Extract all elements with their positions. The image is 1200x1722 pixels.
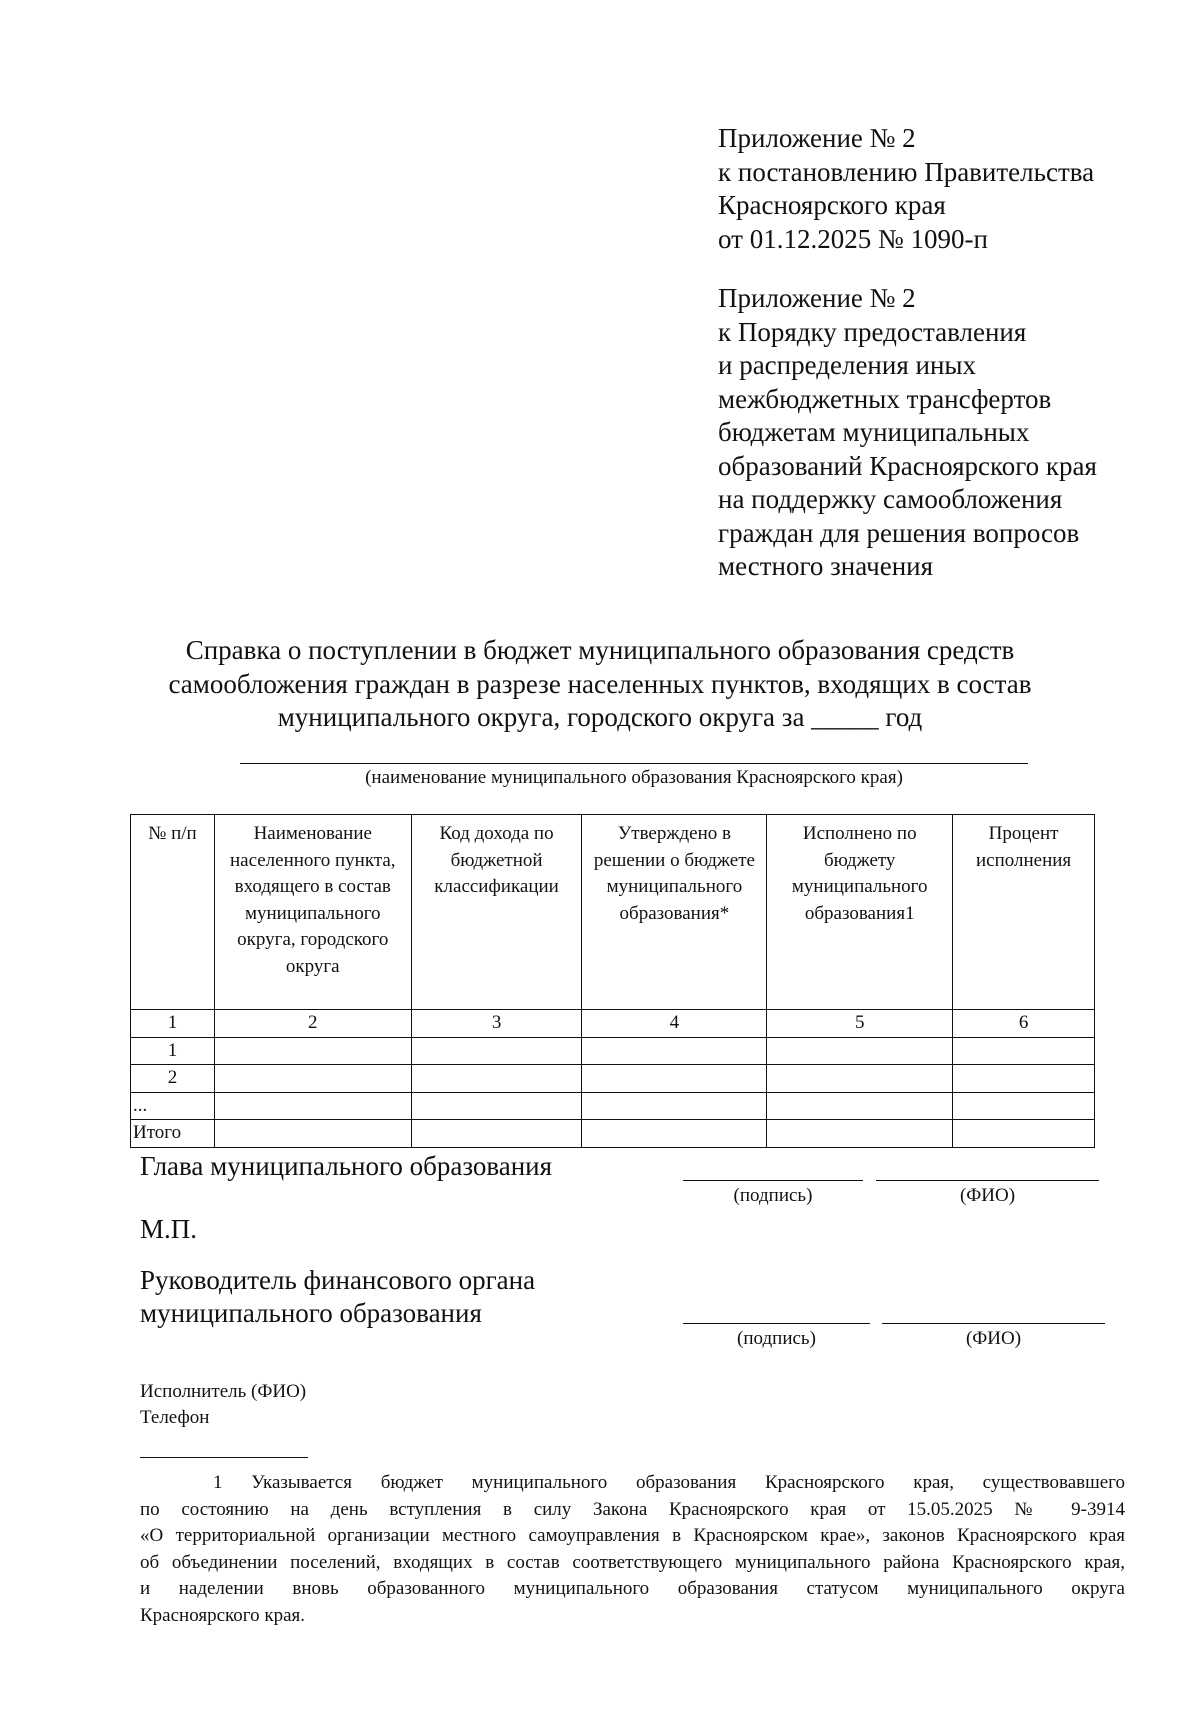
table-header-row [131, 815, 1095, 1010]
table-cell [767, 1120, 953, 1148]
column-number: 4 [582, 1010, 767, 1038]
table-row [131, 1065, 1095, 1093]
head-name-caption: (ФИО) [959, 1185, 1016, 1206]
appendix-line: местного значения [718, 551, 934, 581]
table-row [131, 1092, 1095, 1120]
row-number-cell: 2 [131, 1065, 215, 1093]
table-cell [411, 1037, 582, 1065]
title-line: муниципального округа, городского округа за _____ год [277, 702, 923, 732]
col-header-percent: Процент исполнения [953, 815, 1095, 1010]
head-signature-label: Глава муниципального образования [140, 1151, 553, 1181]
appendix-line: образований Красноярского края [718, 450, 1097, 481]
column-number: 5 [767, 1010, 953, 1038]
appendix-line: Красноярского края [718, 190, 946, 220]
table-cell [411, 1092, 582, 1120]
head-signature-line [683, 1180, 863, 1181]
appendix-line: к Порядку предоставления [718, 316, 1027, 347]
table-cell [582, 1092, 767, 1120]
table-cell [582, 1065, 767, 1093]
income-table [130, 814, 1095, 1148]
footnote-separator [140, 1457, 308, 1458]
column-number: 3 [411, 1010, 582, 1038]
footnote-line: по состоянию на день вступления в силу Закона Красноярского края от 15.05.2025 № 9-3914 [140, 1498, 1125, 1520]
head-name-line [876, 1180, 1099, 1181]
table-cell [214, 1120, 411, 1148]
table-cell [767, 1092, 953, 1120]
table-cell [214, 1092, 411, 1120]
head-signature-caption: (подпись) [733, 1185, 813, 1206]
finance-head-label-line2: муниципального образования [140, 1298, 482, 1328]
footnote-line: об объединении поселений, входящих в состав соответствующего муниципального района Красноярского края, [140, 1551, 1125, 1573]
table-cell [767, 1065, 953, 1093]
table-cell [953, 1092, 1095, 1120]
appendix-block-procedure [718, 282, 1097, 584]
executor-label: Исполнитель (ФИО) [140, 1381, 307, 1402]
footnote-line: «О территориальной организации местного самоуправления в Красноярском крае», законов Красноярского края [140, 1525, 1125, 1546]
appendix-block-government [718, 122, 1094, 256]
footnote-line: Красноярского края. [140, 1604, 306, 1626]
footnote-line: 1 Указывается бюджет муниципального образования Красноярского края, существовавшего [213, 1472, 1125, 1493]
phone-label: Телефон [140, 1407, 210, 1428]
finance-signature-caption: (подпись) [737, 1328, 816, 1349]
table-cell [953, 1037, 1095, 1065]
table-cell [953, 1065, 1095, 1093]
title-line: самообложения граждан в разрезе населенных пунктов, входящих в состав [168, 668, 1032, 699]
municipality-name-caption: (наименование муниципального образования Красноярского края) [365, 767, 903, 788]
col-header-settlement-name: Наименование населенного пункта, входящего в состав муниципального округа, городского округа [214, 815, 411, 1010]
row-number-cell: ... [131, 1092, 215, 1120]
table-cell [582, 1037, 767, 1065]
appendix-line: от 01.12.2025 № 1090-п [718, 223, 988, 254]
table-cell [214, 1065, 411, 1093]
col-header-approved: Утверждено в решении о бюджете муниципального образования* [582, 815, 767, 1010]
table-cell [767, 1037, 953, 1065]
col-header-executed: Исполнено по бюджету муниципального образования1 [767, 815, 953, 1010]
appendix-line: Приложение № 2 [718, 283, 916, 313]
finance-name-line [882, 1323, 1105, 1324]
table-row [131, 1037, 1095, 1065]
appendix-line: Приложение № 2 [718, 123, 916, 153]
table-cell [411, 1065, 582, 1093]
table-cell [214, 1037, 411, 1065]
appendix-line: бюджетам муниципальных [718, 417, 1030, 447]
appendix-line: к постановлению Правительства [718, 156, 1095, 187]
total-label-cell: Итого [131, 1120, 215, 1148]
table-cell [953, 1120, 1095, 1148]
table-cell [411, 1120, 582, 1148]
table-total-row [131, 1120, 1095, 1148]
finance-head-label-line1: Руководитель финансового органа [140, 1265, 536, 1295]
appendix-line: и распределения иных [718, 350, 977, 380]
col-header-income-code: Код дохода по бюджетной классификации [411, 815, 582, 1010]
column-number: 6 [953, 1010, 1095, 1038]
title-line: Справка о поступлении в бюджет муниципального образования средств [185, 635, 1015, 665]
finance-name-caption: (ФИО) [965, 1328, 1022, 1349]
seal-place-label: М.П. [140, 1214, 198, 1244]
table-column-number-row [131, 1010, 1095, 1038]
appendix-line: межбюджетных трансфертов [718, 383, 1052, 414]
row-number-cell: 1 [131, 1037, 215, 1065]
column-number: 1 [131, 1010, 215, 1038]
document-title [100, 634, 1100, 735]
municipality-name-blank-line [240, 763, 1028, 764]
column-number: 2 [214, 1010, 411, 1038]
col-header-number: № п/п [131, 815, 215, 1010]
footnote [140, 1470, 1125, 1629]
appendix-line: на поддержку самообложения [718, 484, 1063, 514]
table-cell [582, 1120, 767, 1148]
appendix-line: граждан для решения вопросов [718, 517, 1080, 548]
finance-signature-line [683, 1323, 870, 1324]
footnote-line: и наделении вновь образованного муниципального образования статусом муниципального округа [140, 1578, 1125, 1599]
